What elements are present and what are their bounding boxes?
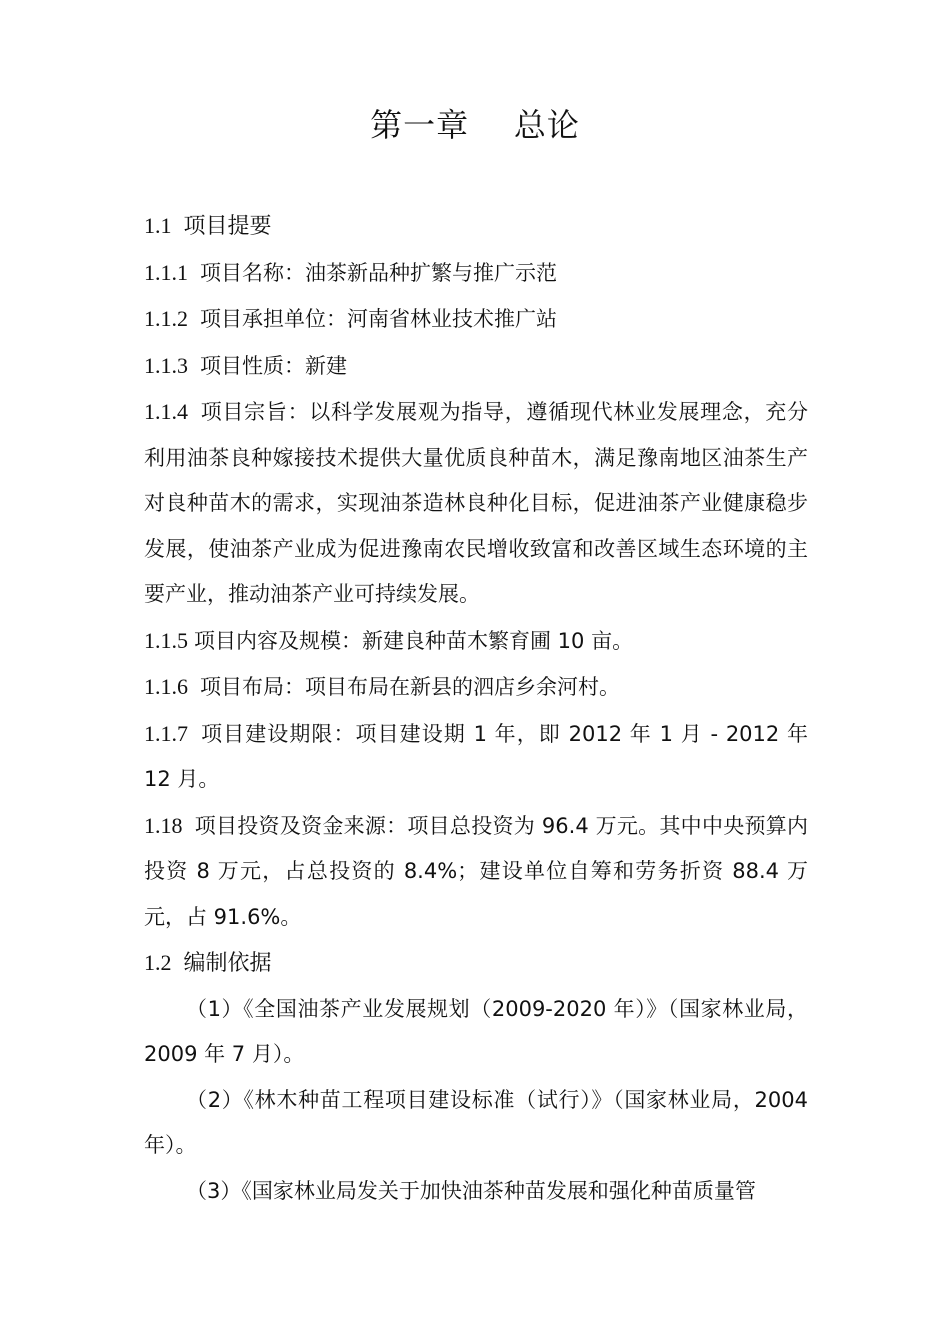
item-number: 1.1.2 (144, 306, 188, 331)
item-1-1-3 (144, 343, 808, 390)
section-title: 编制依据 (183, 951, 272, 976)
item-1-1-2 (144, 296, 808, 343)
item-number: 1.1.4 (144, 399, 188, 424)
citation-3: （3）《国家林业局发关于加快油茶种苗发展和强化种苗质量管 (186, 1178, 756, 1203)
item-number: 1.1.6 (144, 674, 188, 699)
item-text: 项目布局：项目布局在新县的泗店乡余河村。 (200, 675, 620, 699)
citation-2: （2）《林木种苗工程项目建设标准（试行）》（国家林业局，2004 年）。 (144, 1087, 808, 1157)
section-heading-1-2 (144, 940, 808, 987)
item-text: 项目宗旨：以科学发展观为指导，遵循现代林业发展理念，充分利用油茶良种嫁接技术提供大量优质良种苗木，满足豫南地区油茶生产对良种苗木的需求，实现油茶造林良种化目标，促进油茶产业健康稳步发展，使油茶产业成为促进豫南农民增收致富和改善区域生态环境的主要产业，推动油茶产业可持续发展。 (144, 400, 808, 606)
item-number: 1.1.5 (144, 627, 188, 653)
item-text: 项目投资及资金来源：项目总投资为 96.4 万元。其中中央预算内投资 8 万元，占总投资的 8.4%；建设单位自筹和劳务折资 88.4 万元，占 91.6%。 (144, 813, 808, 929)
section-number: 1.2 (144, 950, 172, 975)
item-1-1-8 (144, 803, 808, 941)
item-number: 1.18 (144, 812, 183, 838)
chapter-title: 第一章 总论 (370, 106, 580, 144)
item-number: 1.1.1 (144, 259, 188, 285)
item-1-1-5 (144, 618, 808, 665)
item-1-1-1 (144, 250, 808, 297)
section-title: 项目提要 (183, 214, 272, 239)
item-1-1-7 (144, 711, 808, 803)
item-text: 项目内容及规模：新建良种苗木繁育圃 10 亩。 (194, 628, 634, 653)
item-1-1-4 (144, 389, 808, 618)
section-number: 1.1 (144, 213, 172, 238)
item-text: 项目名称：油茶新品种扩繁与推广示范 (200, 260, 557, 285)
item-text: 项目性质：新建 (200, 353, 347, 378)
item-number: 1.1.3 (144, 352, 188, 378)
item-1-1-6 (144, 664, 808, 711)
document-body (144, 203, 808, 1214)
section-heading-1-1 (144, 203, 808, 250)
item-number: 1.1.7 (144, 720, 188, 746)
item-text: 项目建设期限：项目建设期 1 年，即 2012 年 1 月 - 2012 年 12 月。 (144, 721, 808, 791)
item-text: 项目承担单位：河南省林业技术推广站 (200, 307, 557, 331)
citation-1: （1）《全国油茶产业发展规划（2009-2020 年）》（国家林业局，2009 年 7 月）。 (144, 996, 808, 1066)
